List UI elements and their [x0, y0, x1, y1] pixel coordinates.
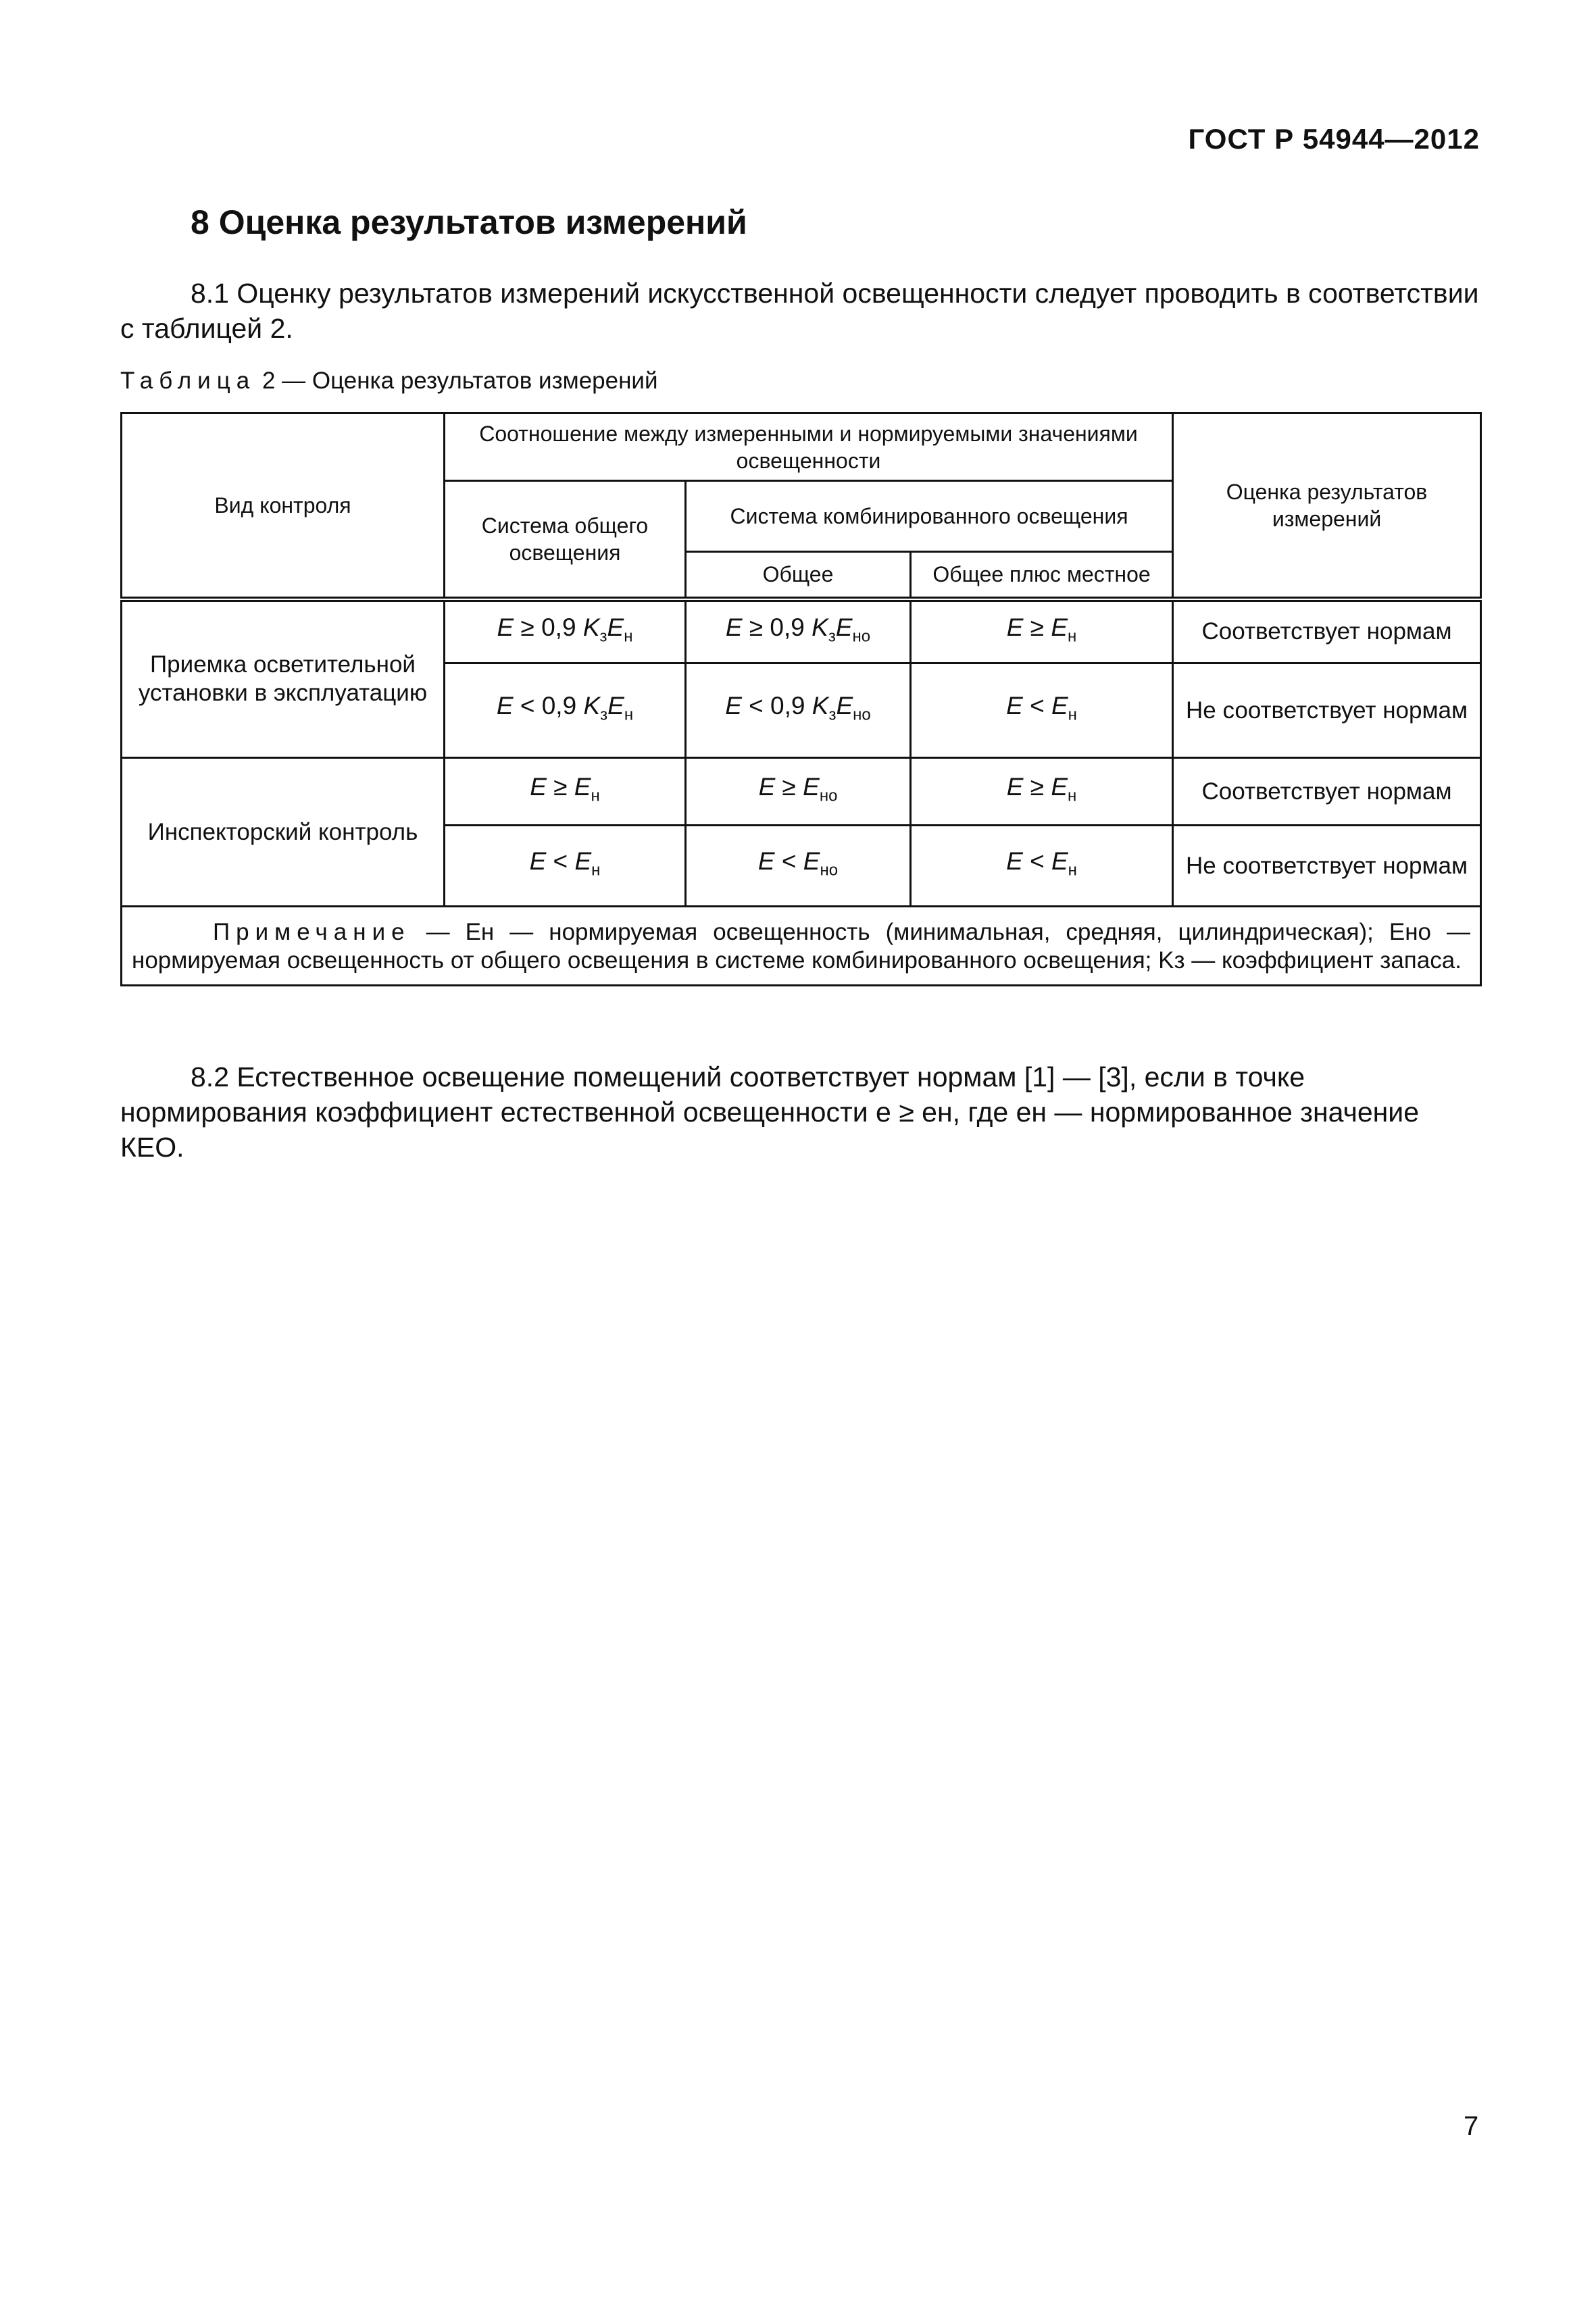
result-cell: Соответствует нормам: [1173, 758, 1481, 826]
formula-cell: E < 0,9 $K_зE_{но}$: [686, 663, 911, 758]
table-caption-label: Таблица: [120, 368, 256, 394]
results-table: [120, 412, 1482, 986]
row-control-type: Инспекторский контроль: [122, 758, 445, 907]
formula-cell: E ≥ 0,9 $K_зE_н$: [445, 599, 686, 663]
table-caption: [120, 368, 658, 395]
header-evaluation: Оценка результатов измерений: [1173, 413, 1481, 599]
formula-cell: $E < E_{но}$: [686, 826, 911, 907]
paragraph-8-2-text: 8.2 Естественное освещение помещений соответствует нормам [1] — [3], если в точке нормирования коэффициент естественной освещенности e ≥ eн, где eн — нормированное значение КЕО.: [120, 1061, 1420, 1163]
header-ratio: Соотношение между измеренными и нормируемыми значениями освещенности: [445, 413, 1173, 481]
formula-cell: E < 0,9 $K_зE_н$: [445, 663, 686, 758]
formula-cell: E ≥ 0,9 $K_зE_{но}$: [686, 599, 911, 663]
header-combined-system: Система комбинированного освещения: [686, 481, 1173, 552]
formula-cell: $E < E_н$: [445, 826, 686, 907]
result-cell: Соответствует нормам: [1173, 599, 1481, 663]
paragraph-8-1-text: 8.1 Оценку результатов измерений искусственной освещенности следует проводить в соответствии с таблицей 2.: [120, 278, 1479, 344]
table-note: [122, 907, 1481, 986]
row-control-type: Приемка осветительной установки в эксплуатацию: [122, 599, 445, 758]
header-combined-general-local: Общее плюс местное: [911, 552, 1173, 599]
header-general-system: Система общего освещения: [445, 481, 686, 599]
result-cell: Не соответствует нормам: [1173, 826, 1481, 907]
formula-cell: $E \ge E_н$: [911, 758, 1173, 826]
note-text: — Eн — нормируемая освещенность (минимальная, средняя, цилиндрическая); Eно — нормируемая освещенность от общего освещения в системе комбинированного освещения; Kз — коэффициент запаса.: [132, 919, 1471, 974]
paragraph-8-2: [120, 1059, 1480, 1165]
table-caption-text: 2 — Оценка результатов измерений: [261, 368, 658, 394]
note-label: Примечание: [213, 919, 411, 945]
formula-cell: $E \ge E_н$: [911, 599, 1173, 663]
formula-cell: $E < E_н$: [911, 826, 1173, 907]
formula-cell: $E \ge E_{но}$: [686, 758, 911, 826]
header-combined-general: Общее: [686, 552, 911, 599]
header-control-type: Вид контроля: [122, 413, 445, 599]
formula-cell: $E \ge E_н$: [445, 758, 686, 826]
formula-cell: $E < E_н$: [911, 663, 1173, 758]
paragraph-8-1: [120, 276, 1480, 346]
section-title: 8 Оценка результатов измерений: [191, 203, 747, 241]
standard-code: ГОСТ Р 54944—2012: [1188, 123, 1480, 155]
result-cell: Не соответствует нормам: [1173, 663, 1481, 758]
page-number: 7: [1464, 2111, 1479, 2141]
